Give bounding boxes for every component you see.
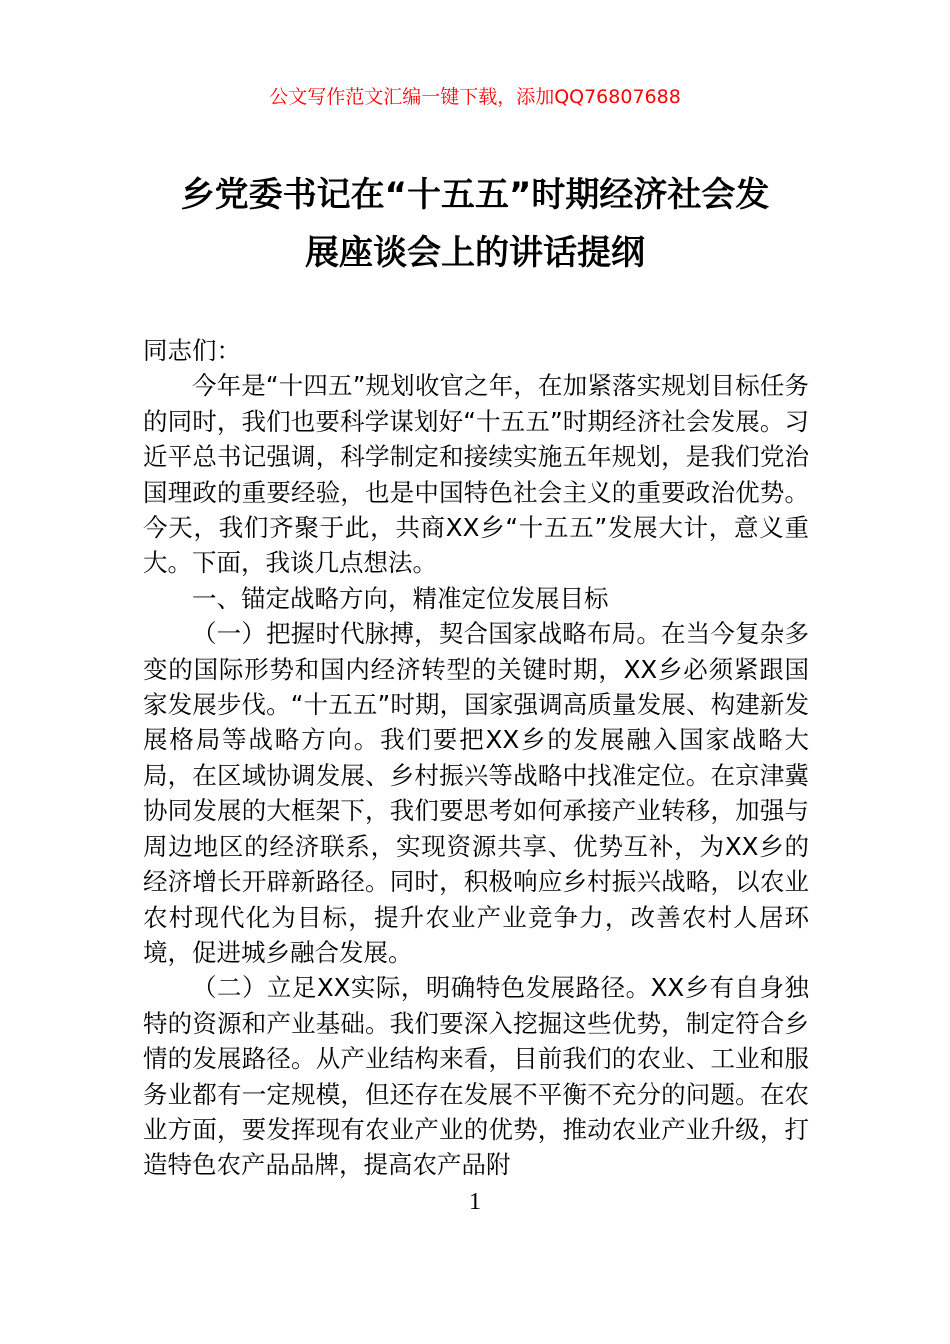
page-number: 1: [469, 1189, 481, 1215]
paragraph-subsection-1: （一）把握时代脉搏，契合国家战略布局。在当今复杂多变的国际形势和国内经济转型的关键时期，XX乡必须紧跟国家发展步伐。“十五五”时期，国家强调高质量发展、构建新发展格局等战略方向。我们要把XX乡的发展融入国家战略大局，在区域协调发展、乡村振兴等战略中找准定位。在京津冀协同发展的大框架下，我们要思考如何承接产业转移，加强与周边地区的经济联系，实现资源共享、优势互补，为XX乡的经济增长开辟新路径。同时，积极响应乡村振兴战略，以农业农村现代化为目标，提升农业产业竞争力，改善农村人居环境，促进城乡融合发展。: [143, 619, 809, 967]
paragraph-intro: 今年是“十四五”规划收官之年，在加紧落实规划目标任务的同时，我们也要科学谋划好“十五五”时期经济社会发展。习近平总书记强调，科学制定和接续实施五年规划，是我们党治国理政的重要经验，也是中国特色社会主义的重要政治优势。今天，我们齐聚于此，共商XX乡“十五五”发展大计，意义重大。下面，我谈几点想法。: [143, 371, 809, 578]
document-title: [140, 166, 810, 282]
document-body: [143, 333, 809, 1183]
document-title-line-1: 乡党委书记在“十五五”时期经济社会发: [180, 175, 770, 215]
document-title-line-2: 展座谈会上的讲话提纲: [305, 233, 645, 273]
paragraph-subsection-2: （二）立足XX实际，明确特色发展路径。XX乡有自身独特的资源和产业基础。我们要深入挖掘这些优势，制定符合乡情的发展路径。从产业结构来看，目前我们的农业、工业和服务业都有一定规模，但还存在发展不平衡不充分的问题。在农业方面，要发挥现有农业产业的优势，推动农业产业升级，打造特色农产品品牌，提高农产品附: [143, 973, 809, 1180]
salutation: 同志们：: [143, 336, 241, 365]
section-heading-1: 一、锚定战略方向，精准定位发展目标: [192, 583, 609, 613]
download-banner: 公文写作范文汇编一键下载，添加QQ76807688: [269, 86, 681, 108]
